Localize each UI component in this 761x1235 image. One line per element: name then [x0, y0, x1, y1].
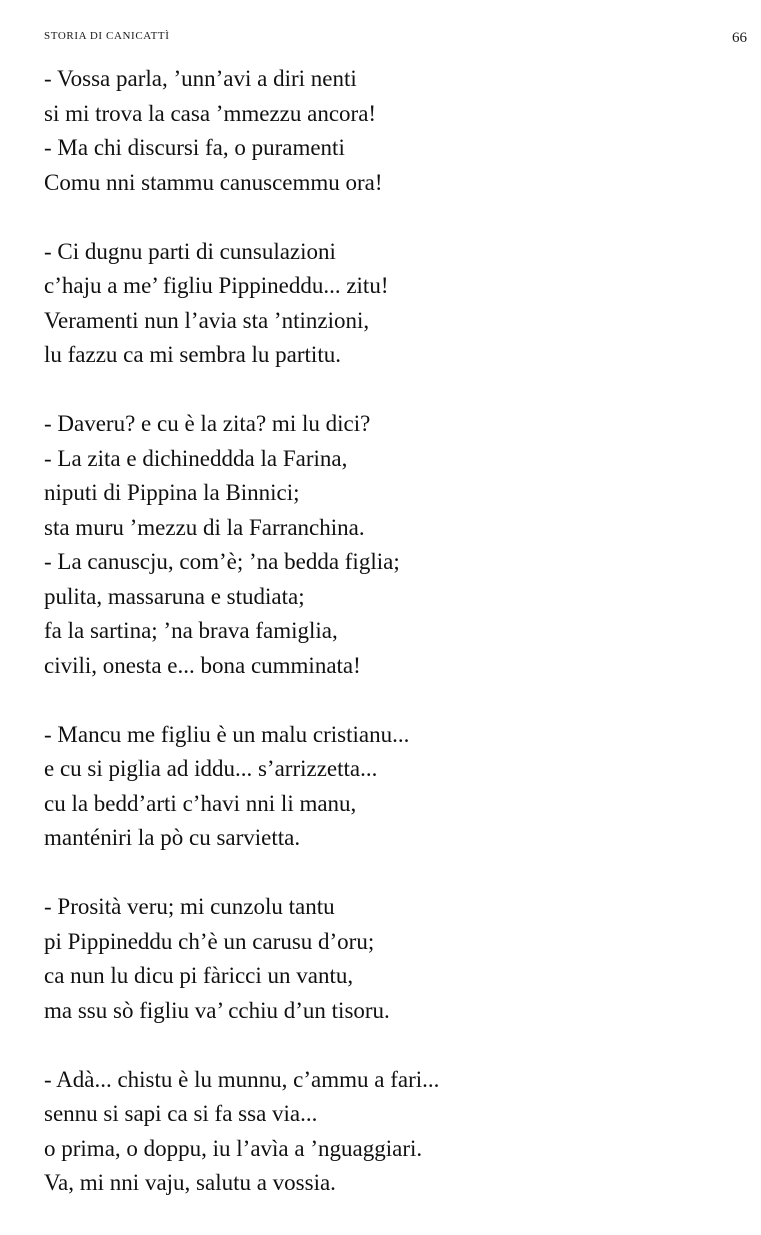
poem-body — [44, 62, 744, 1235]
poem-line: sta muru ’mezzu di la Farranchina. — [44, 514, 365, 540]
poem-line: fa la sartina; ’na brava famiglia, — [44, 618, 338, 643]
stanza-2 — [44, 235, 744, 373]
poem-line: Va, mi nni vaju, salutu a vossia. — [44, 1170, 336, 1195]
poem-line: - Ci dugnu parti di cunsulazioni — [44, 238, 336, 264]
poem-line: Veramenti nun l’avia sta ’ntinzioni, — [44, 307, 370, 333]
stanza-3 — [44, 407, 744, 683]
poem-line: c’haju a me’ figliu Pippineddu... zitu! — [44, 273, 389, 298]
poem-line: - Vossa parla, ’unn’avi a diri nenti — [44, 66, 357, 91]
stanza-5 — [44, 890, 744, 1028]
poem-line: - Mancu me figliu è un malu cristianu... — [44, 721, 410, 747]
poem-line: niputi di Pippina la Binnici; — [44, 480, 300, 505]
poem-line: pi Pippineddu ch’è un carusu d’oru; — [44, 928, 375, 954]
poem-line: ma ssu sò figliu va’ cchiu d’un tisoru. — [44, 997, 390, 1023]
poem-line: - Adà... chistu è lu munnu, c’ammu a fari... — [44, 1066, 440, 1092]
poem-line: Comu nni stammu canuscemmu ora! — [44, 169, 383, 195]
poem-line: o prima, o doppu, iu l’avìa a ’nguaggiari. — [44, 1135, 423, 1161]
poem-line: lu fazzu ca mi sembra lu partitu. — [44, 342, 341, 367]
stanza-1 — [44, 62, 744, 200]
poem-line: manténiri la pò cu sarvietta. — [44, 825, 301, 850]
stanza-4 — [44, 718, 744, 856]
poem-line: ca nun lu dicu pi fàricci un vantu, — [44, 963, 354, 988]
running-head-title: STORIA DI CANICATTÌ — [44, 30, 170, 42]
poem-line: pulita, massaruna e studiata; — [44, 583, 305, 609]
poem-line: sennu si sapi ca si fa ssa via... — [44, 1101, 318, 1126]
page-number: 66 — [732, 30, 747, 46]
poem-line: - Ma chi discursi fa, o puramenti — [44, 135, 345, 160]
poem-line: - La canuscju, com’è; ’na bedda figlia; — [44, 549, 400, 574]
poem-line: cu la bedd’arti c’havi nni li manu, — [44, 790, 357, 816]
poem-line: - Prosità veru; mi cunzolu tantu — [44, 894, 335, 919]
stanza-6 — [44, 1063, 744, 1201]
poem-line: - La zita e dichineddda la Farina, — [44, 445, 348, 471]
poem-line: si mi trova la casa ’mmezzu ancora! — [44, 100, 377, 126]
poem-line: e cu si piglia ad iddu... s’arrizzetta... — [44, 756, 378, 781]
poem-line: - Daveru? e cu è la zita? mi lu dici? — [44, 411, 371, 436]
poem-line: civili, onesta e... bona cumminata! — [44, 652, 361, 678]
